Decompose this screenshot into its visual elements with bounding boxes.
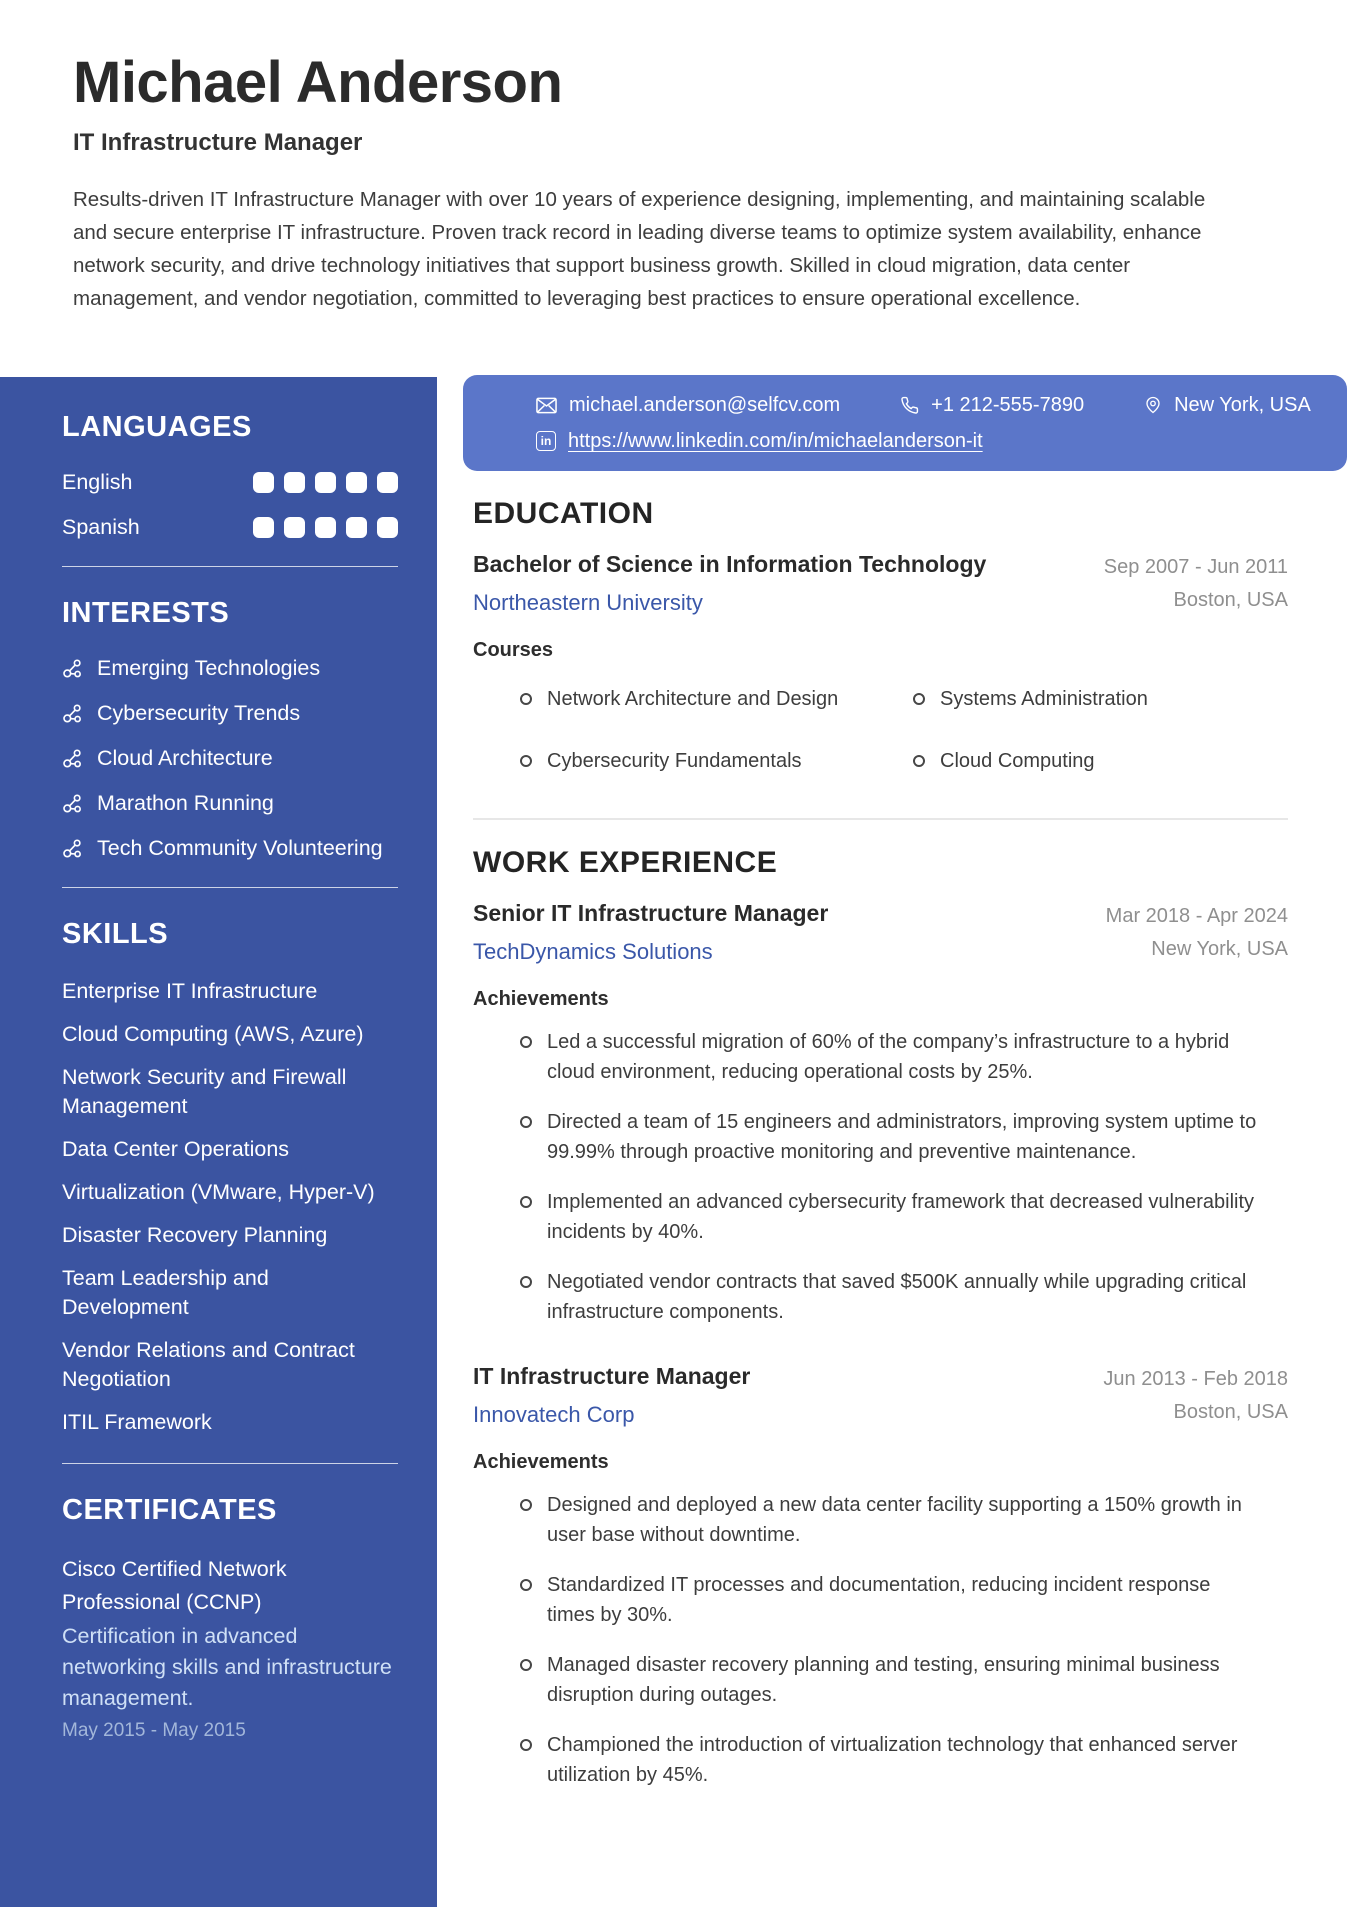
- achievement-text: Negotiated vendor contracts that saved $500K annually while upgrading critical infrastructure components.: [547, 1271, 1247, 1323]
- contact-email: [536, 392, 840, 418]
- bullet-ring-icon: [520, 1739, 532, 1751]
- skill-item: Disaster Recovery Planning: [62, 1223, 328, 1247]
- interest-item: [62, 791, 398, 816]
- location-pin-icon: [1144, 395, 1162, 415]
- skills-heading: SKILLS: [62, 918, 169, 950]
- achievement-item: [520, 1570, 1260, 1630]
- interest-item: [62, 746, 398, 771]
- interest-network-icon: [62, 793, 84, 815]
- certificate-item: [62, 1553, 398, 1742]
- level-dot: [377, 517, 398, 538]
- bullet-ring-icon: [520, 1276, 532, 1288]
- profile-summary: Results-driven IT Infrastructure Manager with over 10 years of experience designing, implementing, and maintaining scalable and secure enterprise IT infrastructure. Proven track record in leading diverse teams to optimize system availability, enhance network security, and drive technology initiatives that support business growth. Skilled in cloud migration, data center management, and vendor negotiation, committed to leveraging best practices to ensure operational excellence.: [73, 187, 1206, 310]
- certificates-heading: CERTIFICATES: [62, 1494, 277, 1526]
- education-section: [473, 497, 1288, 820]
- course-item: [913, 684, 1288, 714]
- phone-icon: [900, 396, 919, 415]
- certificate-name: Cisco Certified Network Professional (CCNP): [62, 1557, 287, 1614]
- achievement-text: Designed and deployed a new data center facility supporting a 150% growth in user base without downtime.: [547, 1494, 1242, 1546]
- education-location: Boston, USA: [1173, 589, 1288, 611]
- achievement-text: Directed a team of 15 engineers and administrators, improving system uptime to 99.99% through proactive monitoring and preventive maintenance.: [547, 1111, 1257, 1163]
- main-sections: [437, 497, 1350, 1790]
- linkedin-link[interactable]: https://www.linkedin.com/in/michaelanderson-it: [568, 430, 983, 452]
- job-title: Senior IT Infrastructure Manager: [473, 900, 829, 926]
- contact-bar: [463, 375, 1347, 471]
- languages-list: [62, 470, 398, 540]
- interest-label: Emerging Technologies: [97, 656, 321, 680]
- interest-label: Marathon Running: [97, 791, 274, 815]
- email-icon: [536, 397, 557, 414]
- course-item: [913, 746, 1288, 776]
- experience-entry-header: [473, 1363, 1288, 1429]
- contact-row-secondary: [536, 428, 1323, 454]
- course-label: Systems Administration: [940, 688, 1148, 710]
- education-entry-header: [473, 551, 1288, 617]
- interest-item: [62, 701, 398, 726]
- bullet-ring-icon: [520, 693, 532, 705]
- achievements-label: Achievements: [473, 1451, 609, 1473]
- skills-list: [62, 977, 398, 1437]
- interests-list: [62, 656, 398, 861]
- bullet-ring-icon: [520, 1196, 532, 1208]
- course-item: [520, 746, 913, 776]
- skill-item: ITIL Framework: [62, 1410, 212, 1434]
- bullet-ring-icon: [520, 1116, 532, 1128]
- skill-item: Data Center Operations: [62, 1137, 290, 1161]
- experience-entry: [473, 1363, 1288, 1790]
- bullet-ring-icon: [913, 693, 925, 705]
- achievement-text: Led a successful migration of 60% of the company’s infrastructure to a hybrid cloud environment, reducing operational costs by 25%.: [547, 1031, 1230, 1083]
- achievement-item: [520, 1187, 1260, 1247]
- interest-network-icon: [62, 748, 84, 770]
- achievement-item: [520, 1730, 1260, 1790]
- bullet-ring-icon: [520, 1659, 532, 1671]
- language-name: Spanish: [62, 515, 140, 539]
- interests-section: [62, 597, 398, 861]
- interest-item: [62, 656, 398, 681]
- interest-label: Cybersecurity Trends: [97, 701, 301, 725]
- achievement-item: [520, 1027, 1260, 1087]
- level-dot: [253, 517, 274, 538]
- certificate-description: Certification in advanced networking skills and infrastructure management.: [62, 1624, 392, 1710]
- achievements-label: Achievements: [473, 988, 609, 1010]
- achievements-list: [473, 1027, 1288, 1327]
- language-level-dots: [253, 472, 398, 493]
- contact-linkedin: [536, 428, 983, 454]
- education-heading: EDUCATION: [473, 497, 654, 530]
- bullet-ring-icon: [520, 1036, 532, 1048]
- section-divider: [473, 818, 1288, 820]
- level-dot: [315, 472, 336, 493]
- location-text: New York, USA: [1174, 394, 1311, 416]
- degree-title: Bachelor of Science in Information Technology: [473, 551, 987, 577]
- person-name: Michael Anderson: [73, 50, 563, 115]
- level-dot: [284, 472, 305, 493]
- job-title: IT Infrastructure Manager: [473, 1363, 751, 1389]
- person-job-title: IT Infrastructure Manager: [73, 128, 363, 156]
- skill-item: Team Leadership and Development: [62, 1266, 269, 1319]
- school-name: Northeastern University: [473, 590, 703, 615]
- achievement-item: [520, 1267, 1260, 1327]
- achievement-item: [520, 1650, 1260, 1710]
- main-content: [437, 375, 1350, 1810]
- company-name: TechDynamics Solutions: [473, 939, 713, 964]
- language-row: [62, 515, 398, 540]
- achievement-text: Managed disaster recovery planning and testing, ensuring minimal business disruption during outages.: [547, 1654, 1220, 1706]
- bullet-ring-icon: [913, 755, 925, 767]
- languages-section: [62, 411, 398, 540]
- skills-section: [62, 918, 398, 1437]
- achievement-item: [520, 1490, 1260, 1550]
- company-name: Innovatech Corp: [473, 1402, 635, 1427]
- languages-heading: LANGUAGES: [62, 411, 252, 443]
- interest-label: Cloud Architecture: [97, 746, 273, 770]
- language-name: English: [62, 470, 133, 494]
- level-dot: [346, 517, 367, 538]
- phone-text: +1 212-555-7890: [931, 394, 1085, 416]
- skill-item: Enterprise IT Infrastructure: [62, 979, 318, 1003]
- experience-entry: [473, 900, 1288, 1327]
- contact-row-primary: [536, 392, 1323, 418]
- contact-location: [1144, 392, 1311, 418]
- skill-item: Network Security and Firewall Management: [62, 1065, 347, 1118]
- interests-heading: INTERESTS: [62, 597, 230, 629]
- achievement-text: Standardized IT processes and documentation, reducing incident response times by 30%.: [547, 1574, 1211, 1626]
- header: [0, 0, 1350, 315]
- interest-item: [62, 836, 398, 861]
- language-level-dots: [253, 517, 398, 538]
- courses-label: Courses: [473, 639, 554, 661]
- interest-network-icon: [62, 658, 84, 680]
- job-dates: Mar 2018 - Apr 2024: [1105, 905, 1288, 927]
- experience-section: [473, 846, 1288, 1790]
- certificates-list: [62, 1553, 398, 1742]
- education-entry: [473, 551, 1288, 776]
- skill-item: Virtualization (VMware, Hyper-V): [62, 1180, 375, 1204]
- interest-network-icon: [62, 838, 84, 860]
- language-row: [62, 470, 398, 495]
- certificate-dates: May 2015 - May 2015: [62, 1720, 246, 1741]
- interest-network-icon: [62, 703, 84, 725]
- linkedin-icon: in: [536, 431, 556, 451]
- achievement-item: [520, 1107, 1260, 1167]
- course-label: Network Architecture and Design: [547, 688, 839, 710]
- experience-heading: WORK EXPERIENCE: [473, 846, 778, 879]
- job-location: Boston, USA: [1173, 1401, 1288, 1423]
- sidebar: [0, 377, 437, 1907]
- level-dot: [377, 472, 398, 493]
- level-dot: [253, 472, 274, 493]
- level-dot: [346, 472, 367, 493]
- course-label: Cybersecurity Fundamentals: [547, 750, 802, 772]
- email-text: michael.anderson@selfcv.com: [569, 394, 841, 416]
- sidebar-divider: [62, 1463, 398, 1464]
- skill-item: Cloud Computing (AWS, Azure): [62, 1022, 364, 1046]
- certificates-section: [62, 1494, 398, 1742]
- interest-label: Tech Community Volunteering: [97, 836, 383, 860]
- sidebar-divider: [62, 566, 398, 567]
- education-dates: Sep 2007 - Jun 2011: [1103, 556, 1288, 578]
- bullet-ring-icon: [520, 1579, 532, 1591]
- achievement-text: Implemented an advanced cybersecurity framework that decreased vulnerability incidents by 40%.: [547, 1191, 1255, 1243]
- course-item: [520, 684, 913, 714]
- courses-list: [473, 684, 1288, 776]
- job-dates: Jun 2013 - Feb 2018: [1103, 1368, 1288, 1390]
- bullet-ring-icon: [520, 1499, 532, 1511]
- achievements-list: [473, 1490, 1288, 1790]
- sidebar-divider: [62, 887, 398, 888]
- bullet-ring-icon: [520, 755, 532, 767]
- level-dot: [284, 517, 305, 538]
- contact-phone: [900, 392, 1084, 418]
- skill-item: Vendor Relations and Contract Negotiation: [62, 1338, 355, 1391]
- experience-entry-header: [473, 900, 1288, 966]
- achievement-text: Championed the introduction of virtualization technology that enhanced server utilization by 45%.: [547, 1734, 1238, 1786]
- level-dot: [315, 517, 336, 538]
- job-location: New York, USA: [1151, 938, 1288, 960]
- course-label: Cloud Computing: [940, 750, 1095, 772]
